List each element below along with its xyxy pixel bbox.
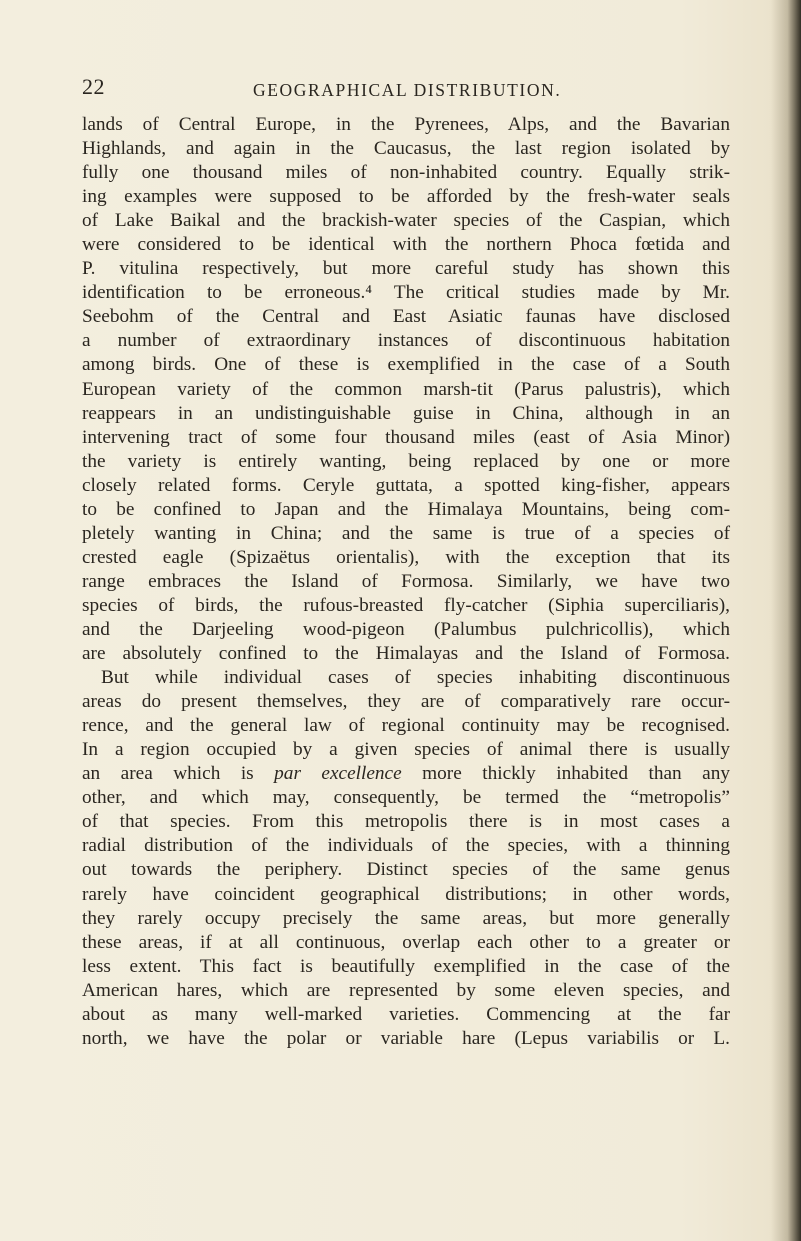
text-line: and the Darjeeling wood-pigeon (Palumbus pulchricollis), which: [82, 618, 730, 640]
text-line: out towards the periphery. Distinct species of the same genus: [82, 859, 730, 881]
text-line: closely related forms. Ceryle guttata, a spotted king-fisher, appears: [82, 474, 730, 496]
text-line: areas do present themselves, they are of comparatively rare occur-: [82, 691, 730, 713]
text-line: species of birds, the rufous-breasted fly-catcher (Siphia superciliaris),: [82, 594, 730, 616]
page-binding-shadow: [771, 0, 801, 1241]
text-line: American hares, which are represented by some eleven species, and: [82, 979, 730, 1001]
text-line: lands of Central Europe, in the Pyrenees, Alps, and the Bavarian: [82, 114, 730, 135]
page-number: 22: [82, 74, 105, 99]
text-line: north, we have the polar or variable hare (Lepus variabilis or L.: [82, 1027, 730, 1049]
text-line: European variety of the common marsh-tit (Parus palustris), which: [82, 378, 730, 400]
text-line: range embraces the Island of Formosa. Similarly, we have two: [82, 570, 730, 592]
text-line: of that species. From this metropolis there is in most cases a: [82, 811, 730, 833]
text-line: identification to be erroneous.⁴ The critical studies made by Mr.: [82, 282, 730, 304]
text-line: a number of extraordinary instances of discontinuous habitation: [82, 330, 730, 352]
text-line: among birds. One of these is exemplified in the case of a South: [82, 354, 730, 376]
text-line: these areas, if at all continuous, overlap each other to a greater or: [82, 931, 730, 953]
text-line: Highlands, and again in the Caucasus, the last region isolated by: [82, 138, 730, 160]
text-line: are absolutely confined to the Himalayas and the Island of Formosa.: [82, 643, 730, 665]
text-line: about as many well-marked varieties. Commencing at the far: [82, 1003, 730, 1025]
italic-phrase: par excellence: [274, 763, 402, 785]
text-line: rarely have coincident geographical distributions; in other words,: [82, 883, 730, 905]
text-line: of Lake Baikal and the brackish-water species of the Caspian, which: [82, 210, 730, 232]
text-line: reappears in an undistinguishable guise in China, although in an: [82, 402, 730, 424]
page-header: [0, 72, 801, 112]
text-line: were considered to be identical with the northern Phoca fœtida and: [82, 234, 730, 256]
text-line: fully one thousand miles of non-inhabited country. Equally strik-: [82, 162, 730, 184]
text-run: an area which is: [82, 763, 275, 785]
text-line: they rarely occupy precisely the same areas, but more generally: [82, 907, 730, 929]
text-line: rence, and the general law of regional continuity may be recognised.: [82, 715, 730, 737]
paragraph-start-line: But while individual cases of species inhabiting discontinuous: [101, 667, 730, 689]
text-line: less extent. This fact is beautifully exemplified in the case of the: [82, 955, 730, 977]
text-line: Seebohm of the Central and East Asiatic faunas have disclosed: [82, 306, 730, 328]
text-line: pletely wanting in China; and the same is true of a species of: [82, 522, 730, 544]
text-line: radial distribution of the individuals of the species, with a thinning: [82, 835, 730, 857]
text-line: ing examples were supposed to be afforded by the fresh-water seals: [82, 186, 730, 208]
running-title: GEOGRAPHICAL DISTRIBUTION.: [253, 80, 562, 100]
text-line: the variety is entirely wanting, being replaced by one or more: [82, 450, 730, 472]
text-line: crested eagle (Spizaëtus orientalis), with the exception that its: [82, 546, 730, 568]
text-line: P. vitulina respectively, but more careful study has shown this: [82, 258, 730, 280]
text-line: other, and which may, consequently, be termed the “metropolis”: [82, 787, 730, 809]
text-line: In a region occupied by a given species of animal there is usually: [82, 739, 730, 761]
body-paragraphs: [82, 113, 730, 1051]
text-run: more thickly inhabited than any: [401, 763, 730, 785]
text-line: to be confined to Japan and the Himalaya Mountains, being com-: [82, 498, 730, 520]
text-line: [82, 762, 730, 786]
text-line: intervening tract of some four thousand miles (east of Asia Minor): [82, 426, 730, 448]
